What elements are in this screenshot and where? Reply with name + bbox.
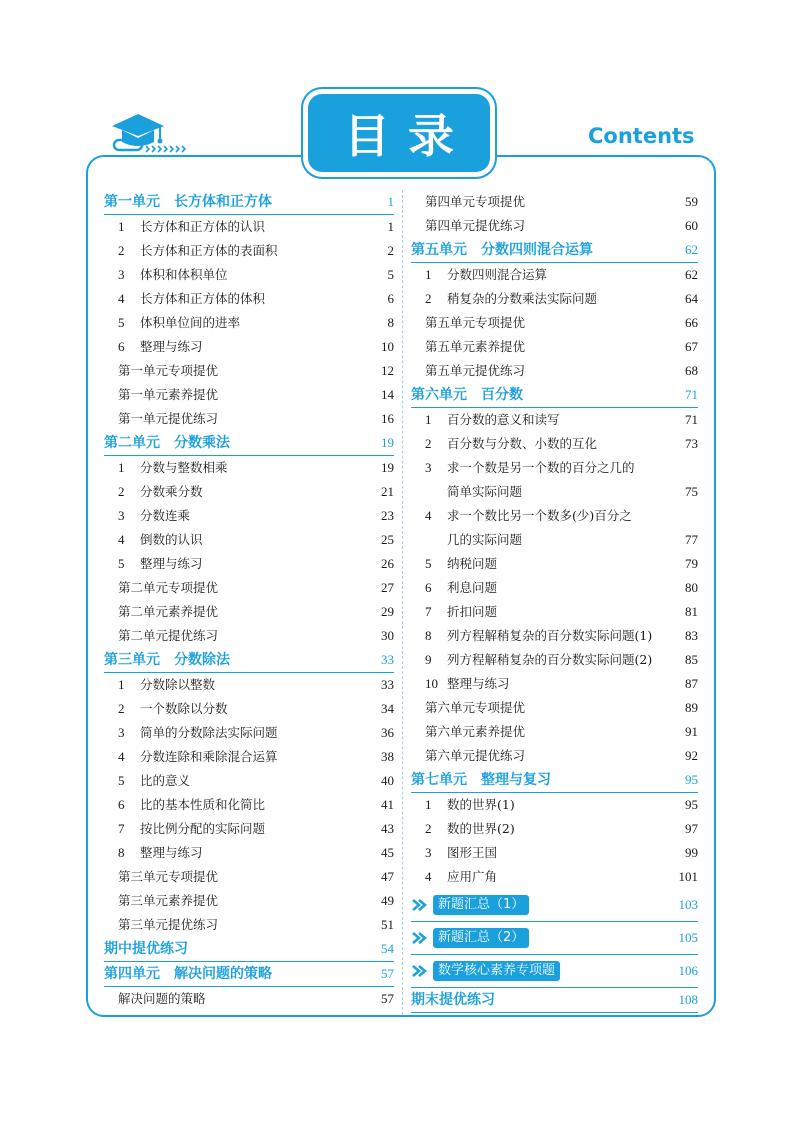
lesson-number: 6 <box>118 339 125 354</box>
lesson-title: 比的基本性质和化简比 <box>140 797 266 812</box>
toc-entry-label: 解决问题的策略 <box>118 991 206 1006</box>
page-number: 43 <box>381 821 394 836</box>
page-number: 21 <box>381 484 394 499</box>
lesson-title: 图形王国 <box>447 845 498 860</box>
lesson-number: 8 <box>118 845 125 860</box>
lesson-number: 1 <box>425 412 432 427</box>
toc-entry-lesson[interactable] <box>104 263 394 287</box>
toc-entry-label <box>104 841 360 865</box>
lesson-title: 按比例分配的实际问题 <box>140 821 266 836</box>
toc-entry-lesson[interactable] <box>104 215 394 239</box>
badge-title: 新题汇总（1） <box>433 895 529 915</box>
toc-entry-sub[interactable] <box>104 600 394 624</box>
lesson-number: 7 <box>118 821 125 836</box>
toc-entry-label <box>104 215 360 239</box>
page-number: 23 <box>381 508 394 523</box>
toc-entry-lesson[interactable] <box>411 432 698 456</box>
lesson-number: 9 <box>425 652 432 667</box>
toc-entry-label: 第五单元 分数四则混合运算 <box>411 242 593 258</box>
toc-entry-lesson[interactable] <box>411 817 698 841</box>
page-number: 79 <box>685 556 698 571</box>
page-number: 29 <box>381 604 394 619</box>
page-number: 49 <box>381 893 394 908</box>
page-number: 83 <box>685 628 698 643</box>
lesson-title: 分数乘分数 <box>140 484 203 499</box>
lesson-number: 4 <box>118 532 125 547</box>
page-number: 85 <box>685 652 698 667</box>
toc-entry-cont[interactable] <box>411 528 698 552</box>
toc-entry-label: 第三单元 分数除法 <box>104 652 230 668</box>
lesson-number: 5 <box>118 773 125 788</box>
toc-entry-label <box>104 528 360 552</box>
toc-entry-lesson[interactable] <box>411 576 698 600</box>
lesson-title: 折扣问题 <box>447 604 498 619</box>
toc-entry-label: 第一单元素养提优 <box>118 387 219 402</box>
lesson-number: 6 <box>425 580 432 595</box>
toc-entry-label <box>104 721 360 745</box>
lesson-title: 分数除以整数 <box>140 677 216 692</box>
double-chevron-icon <box>411 898 429 912</box>
toc-entry-label: 第一单元专项提优 <box>118 363 219 378</box>
toc-entry-label: 第四单元提优练习 <box>425 218 526 233</box>
lesson-title: 体积单位间的进率 <box>140 315 241 330</box>
page-number: 5 <box>387 267 394 282</box>
toc-entry-lesson[interactable] <box>411 841 698 865</box>
lesson-number: 2 <box>118 701 125 716</box>
toc-entry-label <box>411 552 664 576</box>
toc-entry-unit[interactable] <box>411 238 698 263</box>
lesson-number: 5 <box>425 556 432 571</box>
toc-left-column <box>104 190 394 1011</box>
page-number: 33 <box>381 677 394 692</box>
toc-entry-label: 第二单元专项提优 <box>118 580 219 595</box>
toc-entry-sub[interactable] <box>411 359 698 383</box>
lesson-number: 4 <box>118 291 125 306</box>
page-number: 38 <box>381 749 394 764</box>
page-number: 54 <box>381 941 394 956</box>
toc-entry-label <box>411 928 664 948</box>
page-number: 16 <box>381 411 394 426</box>
toc-entry-lesson[interactable] <box>104 528 394 552</box>
toc-entry-sub[interactable] <box>104 889 394 913</box>
toc-entry-unit[interactable] <box>104 648 394 673</box>
lesson-number: 4 <box>425 869 432 884</box>
graduation-cap-icon <box>108 110 198 156</box>
page-number: 1 <box>387 219 394 234</box>
toc-entry-label: 期末提优练习 <box>411 992 495 1008</box>
lesson-title: 纳税问题 <box>447 556 498 571</box>
contents-label: Contents <box>588 124 695 148</box>
toc-entry-label <box>104 456 360 480</box>
page-number: 62 <box>685 242 698 257</box>
toc-entry-label <box>411 624 664 648</box>
page-number: 34 <box>381 701 394 716</box>
page-number: 103 <box>678 897 698 912</box>
lesson-title: 体积和体积单位 <box>140 267 228 282</box>
page-number: 97 <box>685 821 698 836</box>
lesson-title: 长方体和正方体的表面积 <box>140 243 278 258</box>
toc-entry-label: 第五单元素养提优 <box>425 339 526 354</box>
toc-entry-label <box>411 263 664 287</box>
page-number: 30 <box>381 628 394 643</box>
page-number: 2 <box>387 243 394 258</box>
toc-entry-label <box>411 793 664 817</box>
lesson-number: 2 <box>425 821 432 836</box>
page-number: 60 <box>685 218 698 233</box>
lesson-number: 1 <box>118 219 125 234</box>
page-number: 108 <box>678 992 698 1007</box>
lesson-number: 4 <box>425 508 432 523</box>
page-number: 51 <box>381 917 394 932</box>
lesson-number: 3 <box>118 508 125 523</box>
toc-entry-label <box>104 817 360 841</box>
toc-entry-label <box>104 335 360 359</box>
page-number: 14 <box>381 387 394 402</box>
toc-entry-label <box>411 408 664 432</box>
page-number: 33 <box>381 652 394 667</box>
page-number: 95 <box>685 772 698 787</box>
toc-entry-label <box>104 480 360 504</box>
toc-entry-label <box>104 697 360 721</box>
page-number: 66 <box>685 315 698 330</box>
lesson-title: 分数连乘 <box>140 508 191 523</box>
toc-entry-label <box>411 456 664 480</box>
toc-entry-sub[interactable] <box>104 407 394 431</box>
page-number: 10 <box>381 339 394 354</box>
page-number: 59 <box>685 194 698 209</box>
page-number: 45 <box>381 845 394 860</box>
toc-entry-lesson[interactable] <box>411 600 698 624</box>
toc-entry-lesson[interactable] <box>411 287 698 311</box>
toc-entry-label: 第六单元提优练习 <box>425 748 526 763</box>
lesson-title: 求一个数是另一个数的百分之几的 <box>447 460 635 475</box>
toc-entry-label: 第二单元 分数乘法 <box>104 435 230 451</box>
toc-entry-label: 几的实际问题 <box>447 532 523 547</box>
page-number: 41 <box>381 797 394 812</box>
lesson-title: 列方程解稍复杂的百分数实际问题(1) <box>447 628 653 643</box>
page-number: 105 <box>678 930 698 945</box>
toc-entry-lesson[interactable] <box>104 673 394 697</box>
lesson-number: 3 <box>425 845 432 860</box>
toc-entry-sub[interactable] <box>104 624 394 648</box>
lesson-title: 一个数除以分数 <box>140 701 228 716</box>
page-number: 19 <box>381 435 394 450</box>
toc-entry-label <box>411 865 664 889</box>
lesson-title: 百分数的意义和读写 <box>447 412 560 427</box>
page-number: 73 <box>685 436 698 451</box>
toc-entry-label <box>411 648 664 672</box>
toc-entry-label <box>411 672 664 696</box>
toc-entry-unit[interactable] <box>104 431 394 456</box>
toc-entry-lesson[interactable] <box>104 504 394 528</box>
toc-entry-sub[interactable] <box>411 311 698 335</box>
lesson-number: 5 <box>118 556 125 571</box>
toc-entry-lesson[interactable] <box>411 263 698 287</box>
page-number: 57 <box>381 991 394 1006</box>
page-number: 25 <box>381 532 394 547</box>
toc-entry-unit[interactable] <box>104 937 394 962</box>
lesson-title: 整理与练习 <box>140 845 203 860</box>
lesson-number: 2 <box>425 436 432 451</box>
page-title: 目录 <box>308 94 490 172</box>
toc-entry-sub[interactable] <box>104 913 394 937</box>
lesson-number: 6 <box>118 797 125 812</box>
toc-entry-label: 第五单元专项提优 <box>425 315 526 330</box>
toc-entry-label: 期中提优练习 <box>104 941 188 957</box>
page-number: 26 <box>381 556 394 571</box>
toc-entry-label: 第六单元素养提优 <box>425 724 526 739</box>
toc-entry-lesson[interactable] <box>104 311 394 335</box>
lesson-title: 列方程解稍复杂的百分数实际问题(2) <box>447 652 653 667</box>
page-number: 71 <box>685 412 698 427</box>
toc-right-column <box>411 190 698 1013</box>
toc-entry-badge[interactable] <box>411 889 698 922</box>
page-number: 8 <box>387 315 394 330</box>
double-chevron-icon <box>411 964 429 978</box>
toc-entry-sub[interactable] <box>411 214 698 238</box>
lesson-title: 稍复杂的分数乘法实际问题 <box>447 291 598 306</box>
column-divider <box>402 190 403 1015</box>
lesson-number: 1 <box>425 797 432 812</box>
toc-entry-lesson[interactable] <box>411 504 698 528</box>
toc-entry-label <box>104 239 360 263</box>
lesson-number: 3 <box>425 460 432 475</box>
toc-entry-lesson[interactable] <box>104 769 394 793</box>
toc-entry-lesson[interactable] <box>104 456 394 480</box>
page-number: 80 <box>685 580 698 595</box>
toc-entry-lesson[interactable] <box>104 335 394 359</box>
page-number: 87 <box>685 676 698 691</box>
toc-entry-lesson[interactable] <box>104 480 394 504</box>
toc-entry-sub[interactable] <box>411 190 698 214</box>
page-number: 12 <box>381 363 394 378</box>
lesson-title: 分数连除和乘除混合运算 <box>140 749 278 764</box>
page-number: 92 <box>685 748 698 763</box>
page-number: 67 <box>685 339 698 354</box>
toc-entry-label <box>104 793 360 817</box>
page-number: 95 <box>685 797 698 812</box>
lesson-number: 1 <box>425 267 432 282</box>
page-number: 106 <box>678 963 698 978</box>
toc-entry-lesson[interactable] <box>411 552 698 576</box>
page-number: 19 <box>381 460 394 475</box>
lesson-title: 倒数的认识 <box>140 532 203 547</box>
page-number: 64 <box>685 291 698 306</box>
toc-entry-lesson[interactable] <box>104 721 394 745</box>
lesson-number: 5 <box>118 315 125 330</box>
toc-entry-label: 第四单元 解决问题的策略 <box>104 966 272 982</box>
toc-entry-label <box>411 287 664 311</box>
lesson-title: 分数与整数相乘 <box>140 460 228 475</box>
lesson-title: 数的世界(2) <box>447 821 515 836</box>
toc-entry-sub[interactable] <box>104 865 394 889</box>
toc-entry-label <box>104 263 360 287</box>
toc-entry-lesson[interactable] <box>411 672 698 696</box>
toc-entry-label: 第七单元 整理与复习 <box>411 772 551 788</box>
lesson-number: 1 <box>118 677 125 692</box>
toc-entry-sub[interactable] <box>411 696 698 720</box>
toc-entry-label: 第三单元专项提优 <box>118 869 219 884</box>
toc-entry-sub[interactable] <box>411 744 698 768</box>
toc-entry-badge[interactable] <box>411 955 698 988</box>
toc-entry-label <box>411 961 664 981</box>
toc-entry-label: 第六单元专项提优 <box>425 700 526 715</box>
lesson-number: 8 <box>425 628 432 643</box>
toc-entry-label <box>104 673 360 697</box>
toc-entry-unit[interactable] <box>411 768 698 793</box>
toc-entry-lesson[interactable] <box>411 624 698 648</box>
page-number: 6 <box>387 291 394 306</box>
toc-entry-sub[interactable] <box>104 576 394 600</box>
lesson-number: 2 <box>118 243 125 258</box>
lesson-title: 分数四则混合运算 <box>447 267 548 282</box>
lesson-number: 7 <box>425 604 432 619</box>
lesson-title: 求一个数比另一个数多(少)百分之 <box>447 508 632 523</box>
page-number: 89 <box>685 700 698 715</box>
lesson-title: 整理与练习 <box>140 556 203 571</box>
lesson-title: 利息问题 <box>447 580 498 595</box>
toc-entry-lesson[interactable] <box>104 552 394 576</box>
badge-title: 新题汇总（2） <box>433 928 529 948</box>
toc-entry-label: 第四单元专项提优 <box>425 194 526 209</box>
toc-entry-lesson[interactable] <box>104 745 394 769</box>
lesson-title: 简单的分数除法实际问题 <box>140 725 278 740</box>
toc-entry-label <box>104 287 360 311</box>
page-number: 75 <box>685 484 698 499</box>
lesson-title: 长方体和正方体的认识 <box>140 219 266 234</box>
toc-entry-cont[interactable] <box>411 480 698 504</box>
toc-entry-label <box>411 576 664 600</box>
toc-entry-lesson[interactable] <box>411 648 698 672</box>
page-number: 68 <box>685 363 698 378</box>
toc-entry-lesson[interactable] <box>411 865 698 889</box>
toc-entry-label <box>104 311 360 335</box>
toc-entry-label <box>411 600 664 624</box>
toc-entry-lesson[interactable] <box>104 239 394 263</box>
lesson-number: 2 <box>118 484 125 499</box>
toc-entry-label <box>411 432 664 456</box>
toc-entry-lesson[interactable] <box>411 456 698 480</box>
lesson-number: 3 <box>118 725 125 740</box>
toc-entry-label <box>104 769 360 793</box>
toc-entry-label: 第三单元提优练习 <box>118 917 219 932</box>
toc-entry-label: 第一单元 长方体和正方体 <box>104 194 272 210</box>
page-number: 71 <box>685 387 698 402</box>
toc-entry-label: 第二单元提优练习 <box>118 628 219 643</box>
toc-entry-label: 第三单元素养提优 <box>118 893 219 908</box>
toc-entry-label <box>104 552 360 576</box>
lesson-title: 百分数与分数、小数的互化 <box>447 436 598 451</box>
toc-entry-sub[interactable] <box>411 335 698 359</box>
toc-entry-unit[interactable] <box>104 190 394 215</box>
toc-entry-label: 第六单元 百分数 <box>411 387 523 403</box>
toc-entry-sub[interactable] <box>104 359 394 383</box>
page-number: 99 <box>685 845 698 860</box>
toc-entry-lesson[interactable] <box>104 841 394 865</box>
toc-entry-lesson[interactable] <box>104 697 394 721</box>
toc-entry-lesson[interactable] <box>411 793 698 817</box>
toc-entry-unit[interactable] <box>411 383 698 408</box>
lesson-title: 应用广角 <box>447 869 498 884</box>
lesson-title: 数的世界(1) <box>447 797 515 812</box>
page-number: 62 <box>685 267 698 282</box>
lesson-number: 10 <box>425 676 438 691</box>
toc-entry-label <box>411 817 664 841</box>
toc-entry-sub[interactable] <box>104 987 394 1011</box>
toc-entry-badge[interactable] <box>411 922 698 955</box>
page-number: 81 <box>685 604 698 619</box>
toc-entry-label <box>411 841 664 865</box>
page-number: 77 <box>685 532 698 547</box>
toc-entry-unit[interactable] <box>104 962 394 987</box>
lesson-number: 2 <box>425 291 432 306</box>
lesson-title: 比的意义 <box>140 773 191 788</box>
lesson-title: 整理与练习 <box>140 339 203 354</box>
double-chevron-icon <box>411 931 429 945</box>
lesson-number: 1 <box>118 460 125 475</box>
toc-entry-label: 第二单元素养提优 <box>118 604 219 619</box>
toc-entry-unit[interactable] <box>411 988 698 1013</box>
toc-entry-label <box>104 745 360 769</box>
toc-entry-label <box>411 895 664 915</box>
toc-entry-lesson[interactable] <box>104 287 394 311</box>
toc-entry-lesson[interactable] <box>104 817 394 841</box>
page-number: 27 <box>381 580 394 595</box>
page-number: 1 <box>387 194 394 209</box>
page-number: 47 <box>381 869 394 884</box>
page-number: 91 <box>685 724 698 739</box>
toc-entry-lesson[interactable] <box>104 793 394 817</box>
lesson-title: 长方体和正方体的体积 <box>140 291 266 306</box>
page-number: 36 <box>381 725 394 740</box>
lesson-number: 4 <box>118 749 125 764</box>
toc-entry-label <box>411 504 664 528</box>
page-number: 57 <box>381 966 394 981</box>
toc-entry-sub[interactable] <box>104 383 394 407</box>
page-number: 101 <box>678 869 698 884</box>
toc-entry-lesson[interactable] <box>411 408 698 432</box>
lesson-number: 3 <box>118 267 125 282</box>
toc-entry-label: 第五单元提优练习 <box>425 363 526 378</box>
toc-entry-sub[interactable] <box>411 720 698 744</box>
lesson-title: 整理与练习 <box>447 676 510 691</box>
toc-entry-label: 第一单元提优练习 <box>118 411 219 426</box>
toc-entry-label <box>104 504 360 528</box>
toc-entry-label: 简单实际问题 <box>447 484 523 499</box>
badge-title: 数学核心素养专项题 <box>433 961 560 981</box>
page-number: 40 <box>381 773 394 788</box>
